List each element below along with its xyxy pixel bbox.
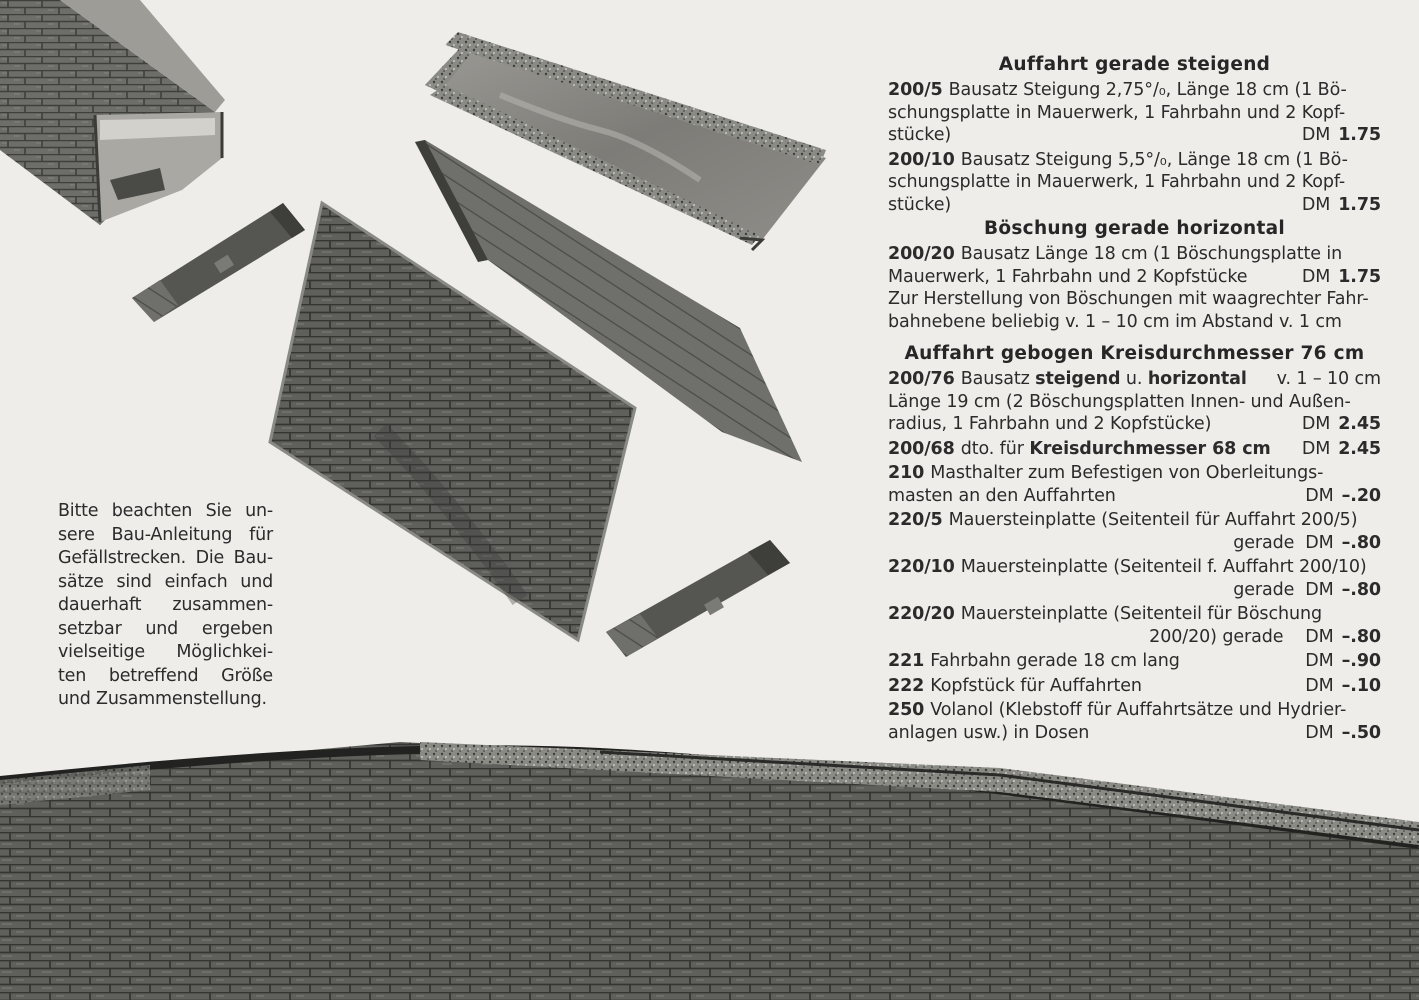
entry-200-10: 200/10 Bausatz Steigung 5,5°/₀, Länge 18 cm (1 Bö- schungsplatte in Mauerwerk, 1 Fahrbahn und 2 Kopf- stücke) DM 1.75 [888,149,1381,215]
box-photo [0,0,225,225]
entry-220-20: 220/20 Mauersteinplatte (Seitenteil für Böschung 200/20) gerade DM –.80 [888,604,1381,647]
entry-222: 222 Kopfstück für Auffahrten DM –.10 [888,675,1381,696]
entry-200-5: 200/5 Bausatz Steigung 2,75°/₀, Länge 18 cm (1 Bö- schungsplatte in Mauerwerk, 1 Fahrbahn und 2 Kopf- stücke) DM 1.75 [888,80,1381,145]
head-piece-photo-2 [606,540,790,657]
section-heading: Auffahrt gerade steigend [998,54,1271,75]
assembly-note: Bitte beachten Sie un- sere Bau-Anleitung für Gefällstrecken. Die Bau- sätze sind einfach und dauerhaft zusammen- setzbar und ergeben vielseitige Möglichkei- ten betreffend Größe und Zusammenstellung. [58,501,273,709]
head-piece-photo [132,203,305,322]
price-list [888,52,1381,744]
entry-220-10: 220/10 Mauersteinplatte (Seitenteil f. Auffahrt 200/10) gerade DM –.80 [888,557,1381,600]
long-ramp-wall-photo [0,742,1419,1000]
entry-221: 221 Fahrbahn gerade 18 cm lang DM –.90 [888,651,1381,671]
entry-250: 250 Volanol (Klebstoff für Auffahrtsätze und Hydrier- anlagen usw.) in Dosen DM –.50 [888,700,1381,743]
entry-200-76: 200/76 Bausatz steigend u. horizontal v. 1 – 10 cm Länge 19 cm (2 Böschungsplatten Innen- und Außen- radius, 1 Fahrbahn und 2 Kopfstücke) DM 2.45 [888,369,1381,434]
entry-200-20: 200/20 Bausatz Länge 18 cm (1 Böschungsplatte in Mauerwerk, 1 Fahrbahn und 2 Kopfstücke DM 1.75 Zur Herstellung von Böschungen mit waagrechter Fahr- bahnebene beliebig v. 1 – 10 cm im Abstand v. 1 cm [888,244,1381,332]
entry-210: 210 Masthalter zum Befestigen von Oberleitungs- masten an den Auffahrten DM –.20 [888,463,1381,506]
section-heading: Auffahrt gebogen Kreisdurchmesser 76 cm [904,343,1365,364]
entry-200-68: 200/68 dto. für Kreisdurchmesser 68 cm DM 2.45 [888,438,1381,459]
entry-220-5: 220/5 Mauersteinplatte (Seitenteil für Auffahrt 200/5) gerade DM –.80 [888,510,1381,553]
section-heading: Böschung gerade horizontal [983,218,1286,239]
